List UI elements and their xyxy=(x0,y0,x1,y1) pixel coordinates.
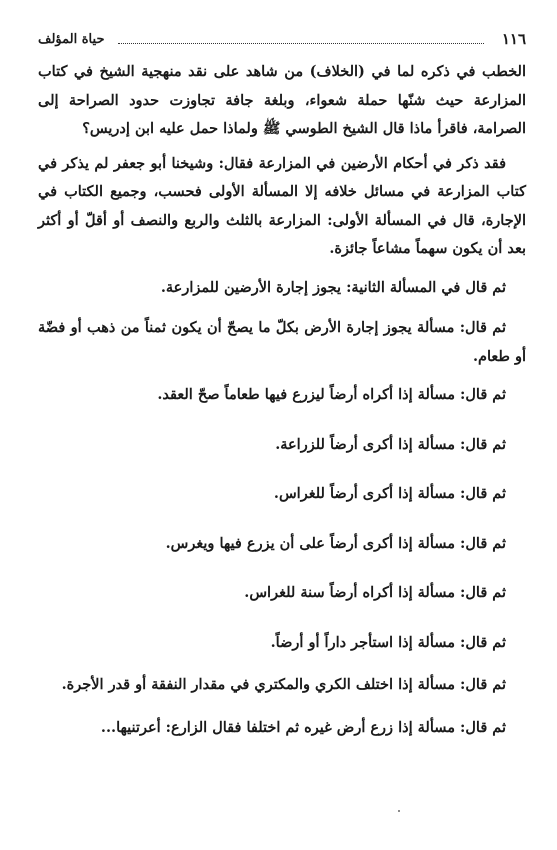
paragraph: ثم قال: مسألة إذا أكرى أرضاً للغراس. xyxy=(273,485,506,502)
paragraph: ثم قال: مسألة إذا أكراه أرضاً سنة للغراس. xyxy=(244,584,506,601)
page-body xyxy=(38,58,526,742)
stray-dot xyxy=(398,810,400,812)
paragraph: الخطب في ذكره لما في (الخلاف) من شاهد على نقد منهجية الشيخ في كتاب المزارعة حيث شنّها حملة شعواء، وبلغة جافة تجاوزت حدود الصراحة إلى الصرامة، فاقرأ ماذا قال الشيخ الطوسي ﷺ ولماذا حمل عليه ابن إدريس؟ xyxy=(38,63,526,137)
paragraph: ثم قال: مسألة إذا أكراه أرضاً ليزرع فيها طعاماً صحّ العقد. xyxy=(157,386,506,403)
paragraph: ثم قال: مسألة إذا اختلف الكري والمكتري في مقدار النفقة أو قدر الأجرة. xyxy=(61,676,506,693)
page-header xyxy=(38,30,526,52)
header-leader-dots xyxy=(118,43,484,44)
paragraph: ثم قال: مسألة إذا أكرى أرضاً للزراعة. xyxy=(275,435,506,453)
paragraph: ثم قال: مسألة إذا زرع أرض غيره ثم اختلفا فقال الزارع: أعرتنيها... xyxy=(100,718,506,736)
book-page xyxy=(38,30,526,742)
running-title: حياة المؤلف xyxy=(38,32,105,47)
paragraph: ثم قال في المسألة الثانية: يجوز إجارة الأرضين للمزارعة. xyxy=(160,278,506,296)
paragraph: ثم قال: مسألة إذا استأجر داراً أو أرضاً. xyxy=(270,633,506,651)
page-number: ١١٦ xyxy=(501,30,526,48)
paragraph: فقد ذكر في أحكام الأرضين في المزارعة فقال: وشيخنا أبو جعفر لم يذكر في كتاب المزارعة في مسائل خلافه إلا المسألة الأولى فحسب، وجميع الكتاب في الإجارة، قال في المسألة الأولى: المزارعة بالثلث والربع والنصف أو أقلّ أو أكثر بعد أن يكون سهماً مشاعاً جائزة. xyxy=(38,154,526,257)
paragraph: ثم قال: مسألة يجوز إجارة الأرض بكلّ ما يصحّ أن يكون ثمناً من ذهب أو فضّة أو طعام. xyxy=(38,319,526,365)
paragraph: ثم قال: مسألة إذا أكرى أرضاً على أن يزرع فيها ويغرس. xyxy=(165,534,506,552)
